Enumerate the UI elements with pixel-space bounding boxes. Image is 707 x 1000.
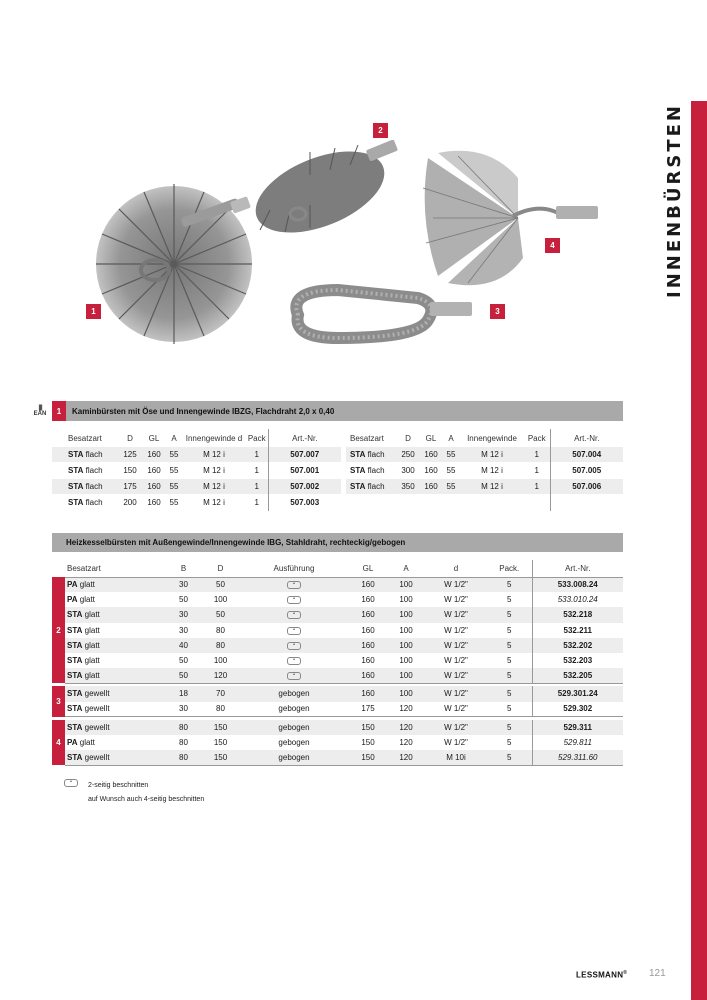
material-type: glatt bbox=[84, 610, 100, 620]
cell-gl: 160 bbox=[349, 638, 387, 653]
col-header: GL bbox=[142, 430, 166, 447]
cell-ausfuehrung bbox=[239, 720, 349, 735]
cell-b: 80 bbox=[165, 735, 202, 750]
cell-article-number: 507.003 bbox=[268, 495, 341, 511]
cell-b: 30 bbox=[165, 577, 202, 592]
section2-header bbox=[52, 533, 623, 552]
cell-article-number: 529.811 bbox=[532, 735, 623, 750]
material-type: gewellt bbox=[84, 704, 110, 714]
cell-besatzart bbox=[346, 479, 396, 495]
cell-ausfuehrung bbox=[239, 638, 349, 653]
cell-gl: 160 bbox=[349, 653, 387, 668]
ean-marker bbox=[31, 405, 49, 417]
cell-besatzart bbox=[65, 607, 165, 622]
cell-gl: 160 bbox=[349, 577, 387, 592]
chapter-title: INNENBÜRSTEN bbox=[664, 103, 685, 298]
cell-besatzart bbox=[52, 479, 118, 495]
image-badge-4: 4 bbox=[545, 238, 560, 253]
cell-d: 200 bbox=[118, 495, 142, 511]
cell-pack: 5 bbox=[487, 720, 532, 735]
table-header-row bbox=[346, 430, 623, 447]
cell-thread: W 1/2" bbox=[425, 638, 487, 653]
section1-table-right bbox=[346, 429, 623, 511]
table-row bbox=[52, 638, 623, 653]
trim-2-sides-icon: • bbox=[287, 627, 301, 635]
cell-d: 150 bbox=[202, 720, 239, 735]
col-header: Art.-Nr. bbox=[268, 430, 341, 447]
cell-thread: M 12 i bbox=[460, 463, 524, 479]
cell-gl: 160 bbox=[349, 686, 387, 701]
cell-a: 55 bbox=[166, 447, 182, 463]
material-code: STA bbox=[67, 722, 83, 732]
material-code: STA bbox=[67, 670, 83, 680]
col-header: A bbox=[442, 430, 460, 447]
cell-besatzart bbox=[52, 495, 118, 511]
material-type: gewellt bbox=[84, 689, 110, 699]
cell-b: 80 bbox=[165, 750, 202, 765]
cell-article-number: 532.203 bbox=[532, 653, 623, 668]
cell-d: 50 bbox=[202, 607, 239, 622]
cell-b: 30 bbox=[165, 607, 202, 622]
cell-a: 100 bbox=[387, 623, 425, 638]
image-badge-3: 3 bbox=[490, 304, 505, 319]
cell-d: 350 bbox=[396, 479, 420, 495]
section2-table bbox=[52, 560, 623, 766]
cell-gl: 160 bbox=[420, 447, 442, 463]
table-row bbox=[52, 750, 623, 765]
cell-gl: 160 bbox=[420, 463, 442, 479]
cell-article-number: 529.302 bbox=[532, 702, 623, 717]
cell-thread: M 12 i bbox=[182, 447, 246, 463]
material-code: STA bbox=[350, 450, 366, 459]
material-type: flach bbox=[367, 450, 385, 459]
cell-pack: 1 bbox=[524, 463, 550, 479]
cell-thread: W 1/2" bbox=[425, 607, 487, 622]
cell-gl: 160 bbox=[142, 447, 166, 463]
material-code: STA bbox=[67, 625, 83, 635]
material-type: flach bbox=[367, 482, 385, 491]
cell-a: 55 bbox=[442, 447, 460, 463]
trim-2-sides-icon: • bbox=[287, 657, 301, 665]
material-code: STA bbox=[67, 704, 83, 714]
cell-b: 50 bbox=[165, 592, 202, 607]
material-code: STA bbox=[350, 466, 366, 475]
cell-article-number: 507.001 bbox=[268, 463, 341, 479]
table-row bbox=[52, 720, 623, 735]
cell-gl: 175 bbox=[349, 702, 387, 717]
col-header: Pack bbox=[246, 430, 268, 447]
cell-pack: 1 bbox=[246, 447, 268, 463]
col-header: A bbox=[387, 560, 425, 577]
cell-article-number: 529.311.60 bbox=[532, 750, 623, 765]
cell-article-number: 533.008.24 bbox=[532, 577, 623, 592]
cell-pack: 5 bbox=[487, 623, 532, 638]
table-row bbox=[52, 607, 623, 622]
table-row bbox=[52, 447, 341, 463]
cell-thread: W 1/2" bbox=[425, 702, 487, 717]
cell-ausfuehrung bbox=[239, 653, 349, 668]
cell-gl: 160 bbox=[349, 623, 387, 638]
cell-a: 120 bbox=[387, 750, 425, 765]
cell-gl: 160 bbox=[142, 463, 166, 479]
table-header-row bbox=[52, 430, 341, 447]
cell-b: 50 bbox=[165, 668, 202, 683]
ean-label: EAN bbox=[33, 411, 47, 417]
execution-text: gebogen bbox=[278, 752, 310, 762]
table-row bbox=[346, 447, 623, 463]
cell-pack: 5 bbox=[487, 577, 532, 592]
cell-ausfuehrung bbox=[239, 592, 349, 607]
cell-gl: 160 bbox=[349, 668, 387, 683]
col-header: Ausführung bbox=[239, 560, 349, 577]
table-row bbox=[52, 479, 341, 495]
cell-article-number: 529.301.24 bbox=[532, 686, 623, 701]
table-row bbox=[346, 479, 623, 495]
cell-gl: 160 bbox=[142, 495, 166, 511]
cell-a: 100 bbox=[387, 592, 425, 607]
material-code: STA bbox=[350, 482, 366, 491]
barcode-icon: |||||| bbox=[38, 405, 42, 411]
cell-thread: W 1/2" bbox=[425, 668, 487, 683]
execution-text: gebogen bbox=[278, 722, 310, 732]
material-type: flach bbox=[367, 466, 385, 475]
cell-d: 150 bbox=[202, 735, 239, 750]
material-type: gewellt bbox=[84, 722, 110, 732]
table-row bbox=[52, 577, 623, 592]
cell-ausfuehrung bbox=[239, 750, 349, 765]
section1-number: 1 bbox=[52, 401, 66, 421]
cell-gl: 150 bbox=[349, 750, 387, 765]
material-code: STA bbox=[68, 450, 84, 459]
section1-title: Kaminbürsten mit Öse und Innengewinde IBZG, Flachdraht 2,0 x 0,40 bbox=[72, 406, 335, 416]
cell-thread: M 12 i bbox=[182, 479, 246, 495]
material-code: STA bbox=[67, 656, 83, 666]
cell-besatzart bbox=[65, 638, 165, 653]
section2-title: Heizkesselbürsten mit Außengewinde/Innengewinde IBG, Stahldraht, rechteckig/gebogen bbox=[66, 538, 406, 547]
image-badge-2: 2 bbox=[373, 123, 388, 138]
cell-article-number: 507.005 bbox=[550, 463, 623, 479]
cell-thread: W 1/2" bbox=[425, 686, 487, 701]
cell-a: 100 bbox=[387, 638, 425, 653]
material-code: STA bbox=[68, 482, 84, 491]
cell-ausfuehrung bbox=[239, 607, 349, 622]
cell-besatzart bbox=[52, 463, 118, 479]
image-badge-1: 1 bbox=[86, 304, 101, 319]
material-type: glatt bbox=[79, 737, 95, 747]
cell-pack: 1 bbox=[524, 447, 550, 463]
trim-2-sides-icon: • bbox=[287, 581, 301, 589]
material-type: glatt bbox=[84, 625, 100, 635]
trim-2-sides-icon: • bbox=[287, 672, 301, 680]
material-code: STA bbox=[67, 610, 83, 620]
cell-article-number: 507.006 bbox=[550, 479, 623, 495]
cell-thread: M 10i bbox=[425, 750, 487, 765]
execution-text: gebogen bbox=[278, 737, 310, 747]
section1-table-left bbox=[52, 429, 341, 511]
cell-pack: 1 bbox=[246, 495, 268, 511]
trim-2-sides-icon: • bbox=[287, 611, 301, 619]
cell-besatzart bbox=[65, 668, 165, 683]
section1-header bbox=[52, 401, 623, 421]
table-row bbox=[52, 668, 623, 683]
cell-a: 100 bbox=[387, 668, 425, 683]
cell-thread: W 1/2" bbox=[425, 653, 487, 668]
cell-d: 150 bbox=[118, 463, 142, 479]
cell-thread: M 12 i bbox=[460, 479, 524, 495]
cell-d: 300 bbox=[396, 463, 420, 479]
material-type: flach bbox=[85, 450, 103, 459]
cell-d: 100 bbox=[202, 592, 239, 607]
col-header: B bbox=[165, 560, 202, 577]
cell-a: 120 bbox=[387, 720, 425, 735]
cell-pack: 1 bbox=[246, 479, 268, 495]
cell-a: 55 bbox=[166, 463, 182, 479]
cell-besatzart bbox=[65, 750, 165, 765]
material-type: flach bbox=[85, 466, 103, 475]
material-code: STA bbox=[67, 752, 83, 762]
cell-thread: M 12 i bbox=[460, 447, 524, 463]
material-code: PA bbox=[67, 595, 78, 605]
cell-thread: W 1/2" bbox=[425, 720, 487, 735]
execution-text: gebogen bbox=[278, 689, 310, 699]
cell-thread: W 1/2" bbox=[425, 592, 487, 607]
cell-d: 50 bbox=[202, 577, 239, 592]
table-row bbox=[52, 623, 623, 638]
cell-besatzart bbox=[65, 577, 165, 592]
cell-ausfuehrung bbox=[239, 735, 349, 750]
brush-image-4-fan bbox=[418, 148, 600, 290]
material-type: flach bbox=[85, 482, 103, 491]
brand-logo-text: LESSMANN bbox=[576, 970, 624, 980]
col-header: Pack bbox=[524, 430, 550, 447]
cell-besatzart bbox=[65, 623, 165, 638]
cell-b: 50 bbox=[165, 653, 202, 668]
col-header: GL bbox=[349, 560, 387, 577]
table-row bbox=[52, 495, 341, 511]
cell-ausfuehrung bbox=[239, 623, 349, 638]
cell-besatzart bbox=[52, 447, 118, 463]
cell-a: 55 bbox=[442, 479, 460, 495]
cell-pack: 5 bbox=[487, 702, 532, 717]
col-header: Innengewinde d bbox=[182, 430, 246, 447]
material-type: gewellt bbox=[84, 752, 110, 762]
cell-b: 18 bbox=[165, 686, 202, 701]
cell-pack: 5 bbox=[487, 668, 532, 683]
cell-besatzart bbox=[65, 702, 165, 717]
cell-d: 80 bbox=[202, 702, 239, 717]
cell-pack: 1 bbox=[246, 463, 268, 479]
material-type: glatt bbox=[84, 640, 100, 650]
cell-thread: W 1/2" bbox=[425, 577, 487, 592]
cell-article-number: 532.218 bbox=[532, 607, 623, 622]
col-header: Besatzart bbox=[65, 560, 165, 577]
table-header-row bbox=[52, 560, 623, 577]
col-header: Besatzart bbox=[346, 430, 396, 447]
cell-pack: 5 bbox=[487, 592, 532, 607]
cell-a: 100 bbox=[387, 653, 425, 668]
trim-2-sides-icon: • bbox=[287, 596, 301, 604]
col-header: Besatzart bbox=[52, 430, 118, 447]
trim-2-sides-icon: • bbox=[64, 779, 78, 787]
table-row bbox=[52, 702, 623, 717]
cell-d: 100 bbox=[202, 653, 239, 668]
col-header: Innengewinde bbox=[460, 430, 524, 447]
cell-a: 100 bbox=[387, 686, 425, 701]
cell-d: 125 bbox=[118, 447, 142, 463]
cell-gl: 160 bbox=[420, 479, 442, 495]
page-number: 121 bbox=[649, 968, 666, 979]
cell-ausfuehrung bbox=[239, 702, 349, 717]
cell-besatzart bbox=[65, 735, 165, 750]
table-row bbox=[52, 592, 623, 607]
note-line-2: auf Wunsch auch 4-seitig beschnitten bbox=[88, 796, 205, 803]
cell-article-number: 507.007 bbox=[268, 447, 341, 463]
material-code: STA bbox=[67, 689, 83, 699]
col-header: GL bbox=[420, 430, 442, 447]
cell-gl: 150 bbox=[349, 735, 387, 750]
side-color-bar bbox=[691, 101, 707, 1000]
material-type: glatt bbox=[79, 595, 95, 605]
trim-2-sides-icon: • bbox=[287, 642, 301, 650]
cell-thread: M 12 i bbox=[182, 463, 246, 479]
cell-gl: 150 bbox=[349, 720, 387, 735]
execution-text: gebogen bbox=[278, 704, 310, 714]
cell-d: 80 bbox=[202, 623, 239, 638]
table-row bbox=[52, 686, 623, 701]
material-type: flach bbox=[85, 498, 103, 508]
material-code: PA bbox=[67, 737, 78, 747]
cell-besatzart bbox=[65, 686, 165, 701]
col-header: D bbox=[118, 430, 142, 447]
cell-a: 55 bbox=[166, 495, 182, 511]
cell-besatzart bbox=[346, 463, 396, 479]
cell-a: 120 bbox=[387, 702, 425, 717]
brush-image-2-round bbox=[250, 140, 410, 235]
table-row bbox=[52, 463, 341, 479]
cell-besatzart bbox=[65, 592, 165, 607]
cell-d: 250 bbox=[396, 447, 420, 463]
material-type: glatt bbox=[79, 580, 95, 590]
cell-ausfuehrung bbox=[239, 668, 349, 683]
col-header: A bbox=[166, 430, 182, 447]
group-number-badge: 3 bbox=[52, 686, 65, 716]
material-code: PA bbox=[67, 580, 78, 590]
col-header: Art.-Nr. bbox=[550, 430, 623, 447]
cell-besatzart bbox=[346, 447, 396, 463]
cell-a: 100 bbox=[387, 577, 425, 592]
cell-article-number: 529.311 bbox=[532, 720, 623, 735]
col-header: d bbox=[425, 560, 487, 577]
cell-d: 150 bbox=[202, 750, 239, 765]
cell-gl: 160 bbox=[349, 607, 387, 622]
cell-b: 30 bbox=[165, 623, 202, 638]
table-row bbox=[52, 653, 623, 668]
cell-thread: W 1/2" bbox=[425, 623, 487, 638]
brush-image-3-rectangular bbox=[278, 280, 478, 350]
cell-thread: W 1/2" bbox=[425, 735, 487, 750]
brush-image-1-chimney bbox=[92, 178, 267, 348]
cell-a: 100 bbox=[387, 607, 425, 622]
cell-article-number: 507.004 bbox=[550, 447, 623, 463]
table-row-empty bbox=[346, 495, 623, 511]
cell-pack: 5 bbox=[487, 653, 532, 668]
material-type: glatt bbox=[84, 656, 100, 666]
group-number-badge: 4 bbox=[52, 720, 65, 766]
registered-mark: ® bbox=[623, 970, 628, 976]
cell-b: 40 bbox=[165, 638, 202, 653]
cell-pack: 5 bbox=[487, 607, 532, 622]
cell-ausfuehrung bbox=[239, 577, 349, 592]
cell-a: 120 bbox=[387, 735, 425, 750]
cell-pack: 5 bbox=[487, 638, 532, 653]
table-row bbox=[346, 463, 623, 479]
cell-d: 70 bbox=[202, 686, 239, 701]
col-header: D bbox=[202, 560, 239, 577]
material-code: STA bbox=[68, 466, 84, 475]
cell-article-number: 532.202 bbox=[532, 638, 623, 653]
cell-d: 175 bbox=[118, 479, 142, 495]
cell-besatzart bbox=[65, 720, 165, 735]
table-row bbox=[52, 735, 623, 750]
cell-article-number: 532.205 bbox=[532, 668, 623, 683]
cell-article-number: 507.002 bbox=[268, 479, 341, 495]
cell-besatzart bbox=[65, 653, 165, 668]
cell-a: 55 bbox=[166, 479, 182, 495]
col-header: Pack. bbox=[487, 560, 532, 577]
cell-b: 80 bbox=[165, 720, 202, 735]
material-code: STA bbox=[68, 498, 84, 508]
cell-b: 30 bbox=[165, 702, 202, 717]
cell-a: 55 bbox=[442, 463, 460, 479]
cell-d: 80 bbox=[202, 638, 239, 653]
cell-thread: M 12 i bbox=[182, 495, 246, 511]
col-header: Art.-Nr. bbox=[532, 560, 623, 577]
material-type: glatt bbox=[84, 670, 100, 680]
cell-gl: 160 bbox=[142, 479, 166, 495]
cell-pack: 5 bbox=[487, 686, 532, 701]
cell-ausfuehrung bbox=[239, 686, 349, 701]
cell-gl: 160 bbox=[349, 592, 387, 607]
group-number-badge: 2 bbox=[52, 577, 65, 683]
brand-logo bbox=[576, 970, 627, 980]
col-header: D bbox=[396, 430, 420, 447]
cell-pack: 5 bbox=[487, 735, 532, 750]
cell-article-number: 533.010.24 bbox=[532, 592, 623, 607]
cell-pack: 5 bbox=[487, 750, 532, 765]
cell-d: 120 bbox=[202, 668, 239, 683]
cell-pack: 1 bbox=[524, 479, 550, 495]
note-line-1: 2-seitig beschnitten bbox=[88, 782, 149, 789]
material-code: STA bbox=[67, 640, 83, 650]
cell-article-number: 532.211 bbox=[532, 623, 623, 638]
